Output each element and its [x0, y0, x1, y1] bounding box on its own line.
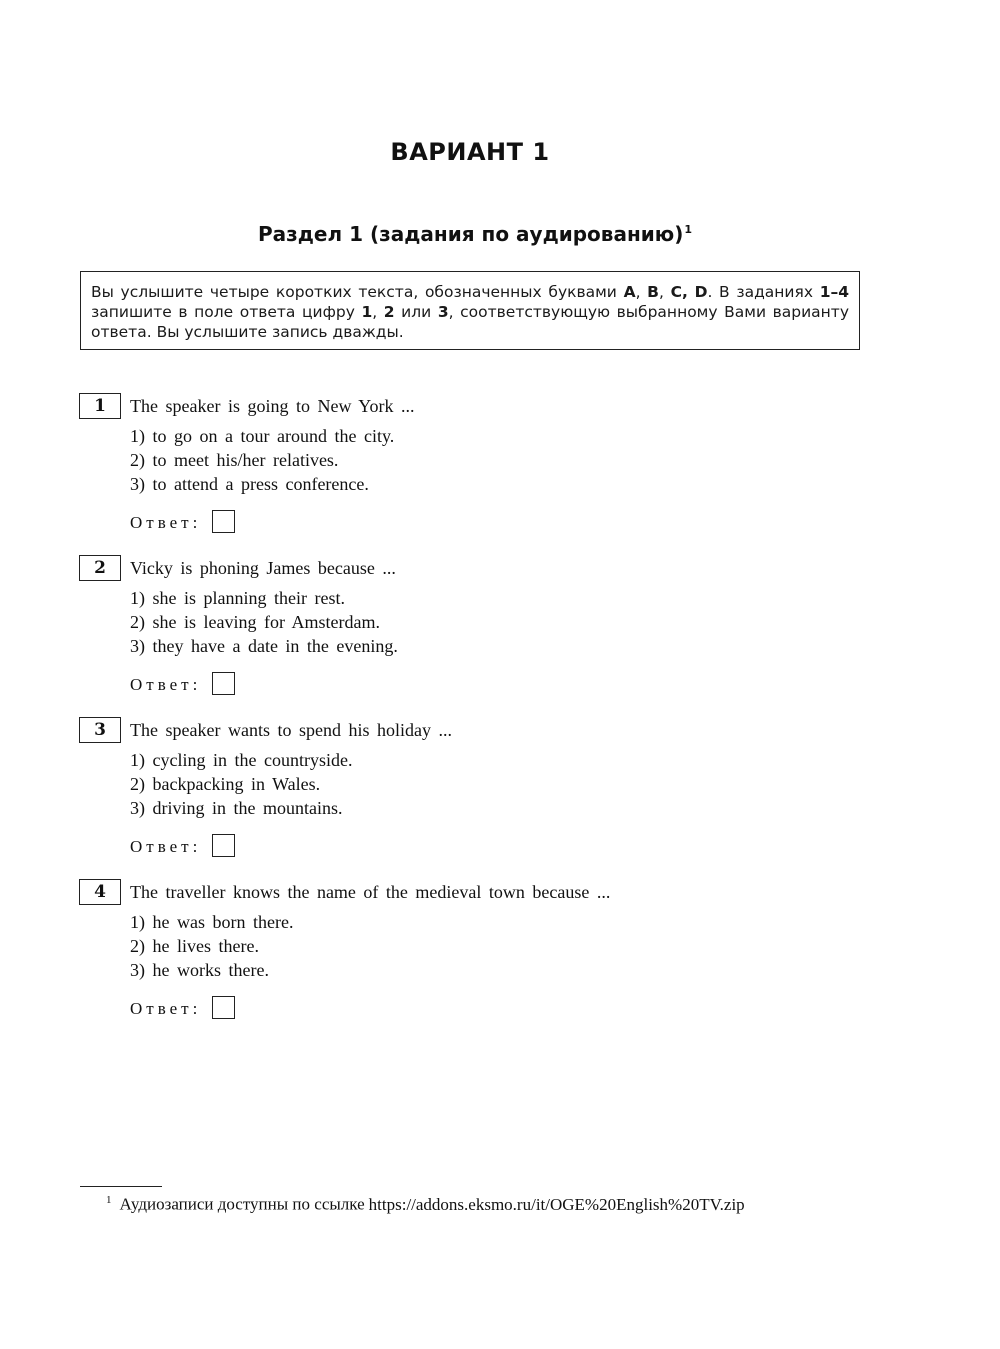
instruction-sep	[688, 283, 695, 301]
option-2: 2) she is leaving for Amsterdam.	[130, 612, 380, 632]
options-list	[130, 910, 293, 982]
answer-box[interactable]	[212, 510, 235, 533]
answer-box[interactable]	[212, 672, 235, 695]
instruction-letter-d: D	[694, 283, 708, 301]
options-list	[130, 424, 394, 496]
instruction-sep: ,	[372, 303, 384, 321]
instruction-range: 1–4	[819, 283, 850, 301]
instruction-text: . В заданиях	[707, 283, 820, 301]
task-stem: Vicky is phoning James because ...	[130, 558, 396, 578]
option-1: 1) he was born there.	[130, 912, 294, 932]
instruction-letter-a: A	[623, 283, 636, 301]
instruction-text: , соответствующую выбранному Вами варианту ответа. Вы услышите запись дважды.	[91, 303, 849, 341]
answer-box[interactable]	[212, 834, 235, 857]
instruction-box	[80, 271, 860, 350]
instruction-digit-1: 1	[361, 303, 373, 321]
footnote-divider	[80, 1186, 162, 1187]
option-3: 3) driving in the mountains.	[130, 798, 343, 818]
task-number: 1	[79, 393, 121, 419]
footnote-text: Аудиозаписи доступны по ссылке	[119, 1194, 365, 1214]
task-number: 3	[79, 717, 121, 743]
section-footnote-mark: 1	[684, 223, 693, 237]
instruction-digit-3: 3	[437, 303, 449, 321]
instruction-letter-b: B	[647, 283, 659, 301]
task-number: 2	[79, 555, 121, 581]
answer-box[interactable]	[212, 996, 235, 1019]
instruction-sep: ,	[635, 283, 648, 301]
instruction-letter-c: C,	[670, 283, 688, 301]
task-stem: The traveller knows the name of the medieval town because ...	[130, 882, 611, 902]
option-1: 1) cycling in the countryside.	[130, 750, 353, 770]
footnote-link[interactable]: https://addons.eksmo.ru/it/OGE%20English%20TV.zip	[368, 1194, 745, 1214]
section-title-text: Раздел 1 (задания по аудированию)	[257, 222, 684, 246]
task-stem: The speaker wants to spend his holiday ...	[130, 720, 452, 740]
footnote-mark: 1	[106, 1194, 112, 1206]
option-1: 1) to go on a tour around the city.	[130, 426, 395, 446]
instruction-text: Вы услышите четыре коротких текста, обозначенных буквами	[91, 283, 624, 301]
answer-label: Ответ:	[130, 837, 202, 856]
options-list	[130, 586, 398, 658]
options-list	[130, 748, 352, 820]
option-2: 2) to meet his/her relatives.	[130, 450, 339, 470]
instruction-sep: ,	[659, 283, 671, 301]
footnote	[106, 1194, 745, 1215]
option-3: 3) he works there.	[130, 960, 269, 980]
option-1: 1) she is planning their rest.	[130, 588, 345, 608]
task-stem: The speaker is going to New York ...	[130, 396, 415, 416]
instruction-text: запишите в поле ответа цифру	[91, 303, 362, 321]
answer-label: Ответ:	[130, 513, 202, 532]
answer-label: Ответ:	[130, 675, 202, 694]
option-3: 3) they have a date in the evening.	[130, 636, 398, 656]
instruction-sep: или	[394, 303, 438, 321]
section-title	[0, 222, 950, 246]
instruction-digit-2: 2	[383, 303, 395, 321]
option-2: 2) backpacking in Wales.	[130, 774, 321, 794]
answer-label: Ответ:	[130, 999, 202, 1018]
option-3: 3) to attend a press conference.	[130, 474, 369, 494]
option-2: 2) he lives there.	[130, 936, 259, 956]
variant-title: ВАРИАНТ 1	[390, 138, 550, 166]
task-number: 4	[79, 879, 121, 905]
